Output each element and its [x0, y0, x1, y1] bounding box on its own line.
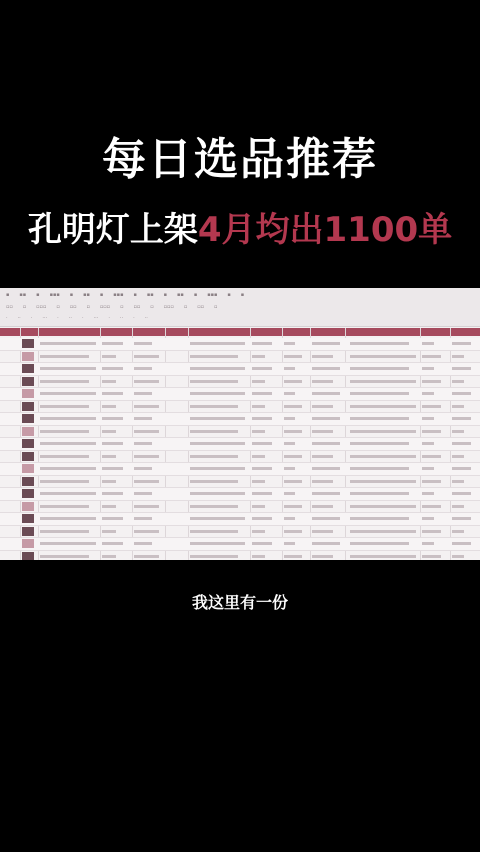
table-cell — [350, 417, 409, 420]
table-cell — [190, 480, 238, 483]
table-cell — [134, 467, 152, 470]
product-thumbnail — [22, 389, 34, 398]
table-cell — [102, 492, 123, 495]
product-thumbnail — [22, 502, 34, 511]
table-cell — [422, 467, 434, 470]
table-cell — [452, 555, 464, 558]
table-cell — [350, 342, 409, 345]
table-cell — [452, 417, 471, 420]
table-row — [0, 513, 480, 526]
table-cell — [284, 442, 295, 445]
product-thumbnail — [22, 477, 34, 486]
table-cell — [102, 380, 116, 383]
product-thumbnail — [22, 552, 34, 561]
table-cell — [284, 355, 302, 358]
table-cell — [190, 505, 238, 508]
table-cell — [422, 417, 434, 420]
table-cell — [350, 430, 416, 433]
table-cell — [40, 492, 96, 495]
table-cell — [40, 380, 89, 383]
table-cell — [102, 530, 116, 533]
table-cell — [252, 405, 265, 408]
table-cell — [134, 517, 152, 520]
table-cell — [284, 367, 295, 370]
table-row — [0, 463, 480, 476]
table-cell — [252, 392, 272, 395]
table-cell — [350, 530, 416, 533]
table-cell — [40, 392, 96, 395]
table-row — [0, 401, 480, 414]
product-thumbnail — [22, 352, 34, 361]
table-cell — [190, 430, 238, 433]
table-cell — [422, 455, 441, 458]
product-thumbnail — [22, 339, 34, 348]
table-cell — [284, 542, 295, 545]
table-cell — [312, 380, 333, 383]
table-cell — [284, 555, 302, 558]
table-cell — [312, 405, 333, 408]
table-row — [0, 438, 480, 451]
table-cell — [350, 505, 416, 508]
table-cell — [40, 542, 96, 545]
table-cell — [190, 342, 245, 345]
table-row — [0, 426, 480, 439]
table-cell — [252, 492, 272, 495]
table-cell — [422, 367, 434, 370]
table-cell — [134, 530, 159, 533]
table-cell — [134, 492, 152, 495]
product-thumbnail — [22, 364, 34, 373]
table-cell — [350, 355, 416, 358]
table-cell — [312, 392, 340, 395]
table-cell — [422, 530, 441, 533]
table-cell — [284, 480, 302, 483]
table-cell — [134, 355, 159, 358]
product-thumbnail — [22, 452, 34, 461]
table-cell — [312, 517, 340, 520]
table-cell — [252, 467, 272, 470]
table-cell — [452, 542, 471, 545]
table-cell — [422, 392, 434, 395]
table-cell — [452, 480, 464, 483]
table-cell — [252, 430, 265, 433]
table-cell — [40, 430, 89, 433]
table-cell — [102, 505, 116, 508]
table-cell — [40, 530, 89, 533]
table-cell — [452, 405, 464, 408]
table-cell — [350, 405, 416, 408]
table-cell — [312, 542, 340, 545]
table-cell — [252, 417, 272, 420]
table-cell — [312, 492, 340, 495]
table-cell — [350, 455, 416, 458]
table-cell — [252, 530, 265, 533]
table-cell — [312, 555, 333, 558]
table-cell — [422, 555, 441, 558]
product-thumbnail — [22, 539, 34, 548]
table-cell — [252, 355, 265, 358]
table-cell — [40, 555, 89, 558]
table-row — [0, 451, 480, 464]
table-cell — [422, 355, 441, 358]
table-cell — [284, 530, 302, 533]
table-cell — [422, 492, 434, 495]
table-row — [0, 363, 480, 376]
table-cell — [252, 480, 265, 483]
table-cell — [134, 417, 152, 420]
table-cell — [134, 405, 159, 408]
table-cell — [312, 467, 340, 470]
spreadsheet-ribbon — [0, 288, 480, 327]
table-cell — [422, 542, 434, 545]
spreadsheet-header-row — [0, 328, 480, 336]
table-cell — [284, 342, 295, 345]
table-cell — [284, 505, 302, 508]
table-cell — [452, 467, 471, 470]
table-cell — [102, 430, 116, 433]
table-cell — [190, 405, 238, 408]
table-cell — [190, 392, 245, 395]
subtitle-sales-highlight: 4月均出1100单 — [197, 210, 453, 250]
table-row — [0, 376, 480, 389]
table-row — [0, 351, 480, 364]
table-cell — [190, 442, 245, 445]
table-cell — [134, 380, 159, 383]
table-cell — [190, 517, 245, 520]
table-cell — [252, 342, 272, 345]
table-cell — [350, 555, 416, 558]
table-cell — [350, 442, 409, 445]
table-cell — [190, 367, 245, 370]
table-cell — [190, 455, 238, 458]
table-cell — [452, 442, 471, 445]
table-row — [0, 501, 480, 514]
table-cell — [422, 405, 441, 408]
table-cell — [452, 380, 464, 383]
table-cell — [284, 430, 302, 433]
table-cell — [452, 367, 471, 370]
table-cell — [284, 380, 302, 383]
table-cell — [312, 505, 333, 508]
table-cell — [190, 380, 238, 383]
table-cell — [452, 355, 464, 358]
table-cell — [312, 430, 333, 433]
table-cell — [190, 555, 238, 558]
table-cell — [134, 455, 159, 458]
table-cell — [452, 392, 471, 395]
table-row — [0, 551, 480, 561]
table-cell — [190, 355, 238, 358]
table-cell — [102, 342, 123, 345]
table-cell — [190, 417, 245, 420]
table-cell — [284, 392, 295, 395]
table-cell — [452, 505, 464, 508]
table-cell — [40, 355, 89, 358]
table-cell — [350, 392, 409, 395]
table-cell — [452, 342, 471, 345]
table-cell — [252, 455, 265, 458]
table-cell — [422, 480, 441, 483]
table-cell — [40, 505, 89, 508]
table-cell — [350, 542, 409, 545]
product-thumbnail — [22, 414, 34, 423]
table-cell — [312, 417, 340, 420]
table-cell — [134, 367, 152, 370]
table-cell — [350, 367, 409, 370]
table-cell — [284, 405, 302, 408]
table-cell — [102, 542, 123, 545]
product-thumbnail — [22, 514, 34, 523]
table-cell — [284, 517, 295, 520]
table-cell — [190, 542, 245, 545]
subtitle-product: 孔明灯上架 — [27, 210, 198, 250]
table-cell — [452, 530, 464, 533]
table-cell — [284, 417, 295, 420]
table-cell — [40, 342, 96, 345]
table-cell — [102, 367, 123, 370]
table-cell — [190, 467, 245, 470]
table-cell — [350, 380, 416, 383]
table-cell — [190, 492, 245, 495]
table-cell — [252, 380, 265, 383]
table-cell — [134, 555, 159, 558]
table-cell — [190, 530, 238, 533]
table-cell — [350, 467, 409, 470]
table-row — [0, 413, 480, 426]
table-cell — [252, 542, 272, 545]
table-cell — [312, 342, 340, 345]
table-cell — [284, 467, 295, 470]
product-thumbnail — [22, 489, 34, 498]
product-thumbnail — [22, 439, 34, 448]
table-cell — [134, 392, 152, 395]
table-cell — [312, 480, 333, 483]
table-cell — [134, 342, 152, 345]
table-row — [0, 538, 480, 551]
table-cell — [40, 480, 89, 483]
table-cell — [40, 467, 96, 470]
table-cell — [452, 430, 464, 433]
table-cell — [350, 492, 409, 495]
table-cell — [40, 442, 96, 445]
product-thumbnail — [22, 427, 34, 436]
table-cell — [102, 417, 123, 420]
spreadsheet-rows — [0, 338, 480, 560]
table-cell — [422, 380, 441, 383]
table-row — [0, 388, 480, 401]
table-cell — [40, 417, 96, 420]
page-title: 每日选品推荐 — [102, 134, 378, 185]
table-cell — [102, 455, 116, 458]
table-row — [0, 338, 480, 351]
table-cell — [102, 467, 123, 470]
table-cell — [40, 517, 96, 520]
table-cell — [284, 455, 302, 458]
product-thumbnail — [22, 377, 34, 386]
spreadsheet-screenshot — [0, 288, 480, 560]
table-cell — [134, 542, 152, 545]
table-cell — [102, 555, 116, 558]
table-cell — [452, 517, 471, 520]
table-cell — [102, 442, 123, 445]
product-thumbnail — [22, 464, 34, 473]
table-cell — [134, 480, 159, 483]
table-cell — [252, 505, 265, 508]
table-cell — [422, 430, 441, 433]
table-cell — [102, 405, 116, 408]
table-cell — [350, 480, 416, 483]
ribbon-row: · ·· · ··· · ·· · ··· · ·· · ·· — [6, 315, 148, 321]
table-cell — [312, 530, 333, 533]
table-cell — [40, 405, 89, 408]
product-thumbnail — [22, 527, 34, 536]
table-cell — [312, 355, 333, 358]
table-cell — [40, 455, 89, 458]
table-cell — [422, 342, 434, 345]
ribbon-row: ▫▫ ▫ ▫▫▫ ▫ ▫▫ ▫ ▫▫▫ ▫ ▫▫ ▫ ▫▫▫ ▫ ▫▫ ▫ — [6, 304, 218, 310]
table-cell — [452, 492, 471, 495]
table-cell — [422, 517, 434, 520]
table-cell — [252, 367, 272, 370]
subtitle-caption: 我这里有一份 — [191, 593, 288, 612]
table-cell — [422, 442, 434, 445]
table-cell — [102, 392, 123, 395]
table-cell — [252, 555, 265, 558]
table-cell — [102, 480, 116, 483]
page-subtitle — [0, 207, 480, 253]
table-cell — [422, 505, 441, 508]
table-cell — [40, 367, 96, 370]
table-cell — [284, 492, 295, 495]
table-cell — [102, 355, 116, 358]
ribbon-row: ▪ ▪▪ ▪ ▪▪▪ ▪ ▪▪ ▪ ▪▪▪ ▪ ▪▪ ▪ ▪▪ ▪ ▪▪▪ ▪ ▪ — [6, 292, 245, 298]
table-cell — [312, 367, 340, 370]
table-cell — [102, 517, 123, 520]
table-cell — [350, 517, 409, 520]
table-row — [0, 476, 480, 489]
table-row — [0, 526, 480, 539]
table-cell — [134, 430, 159, 433]
table-cell — [252, 517, 272, 520]
table-row — [0, 488, 480, 501]
table-cell — [134, 505, 159, 508]
table-cell — [312, 455, 333, 458]
table-cell — [452, 455, 464, 458]
table-cell — [312, 442, 340, 445]
product-thumbnail — [22, 402, 34, 411]
table-cell — [252, 442, 272, 445]
table-cell — [134, 442, 152, 445]
